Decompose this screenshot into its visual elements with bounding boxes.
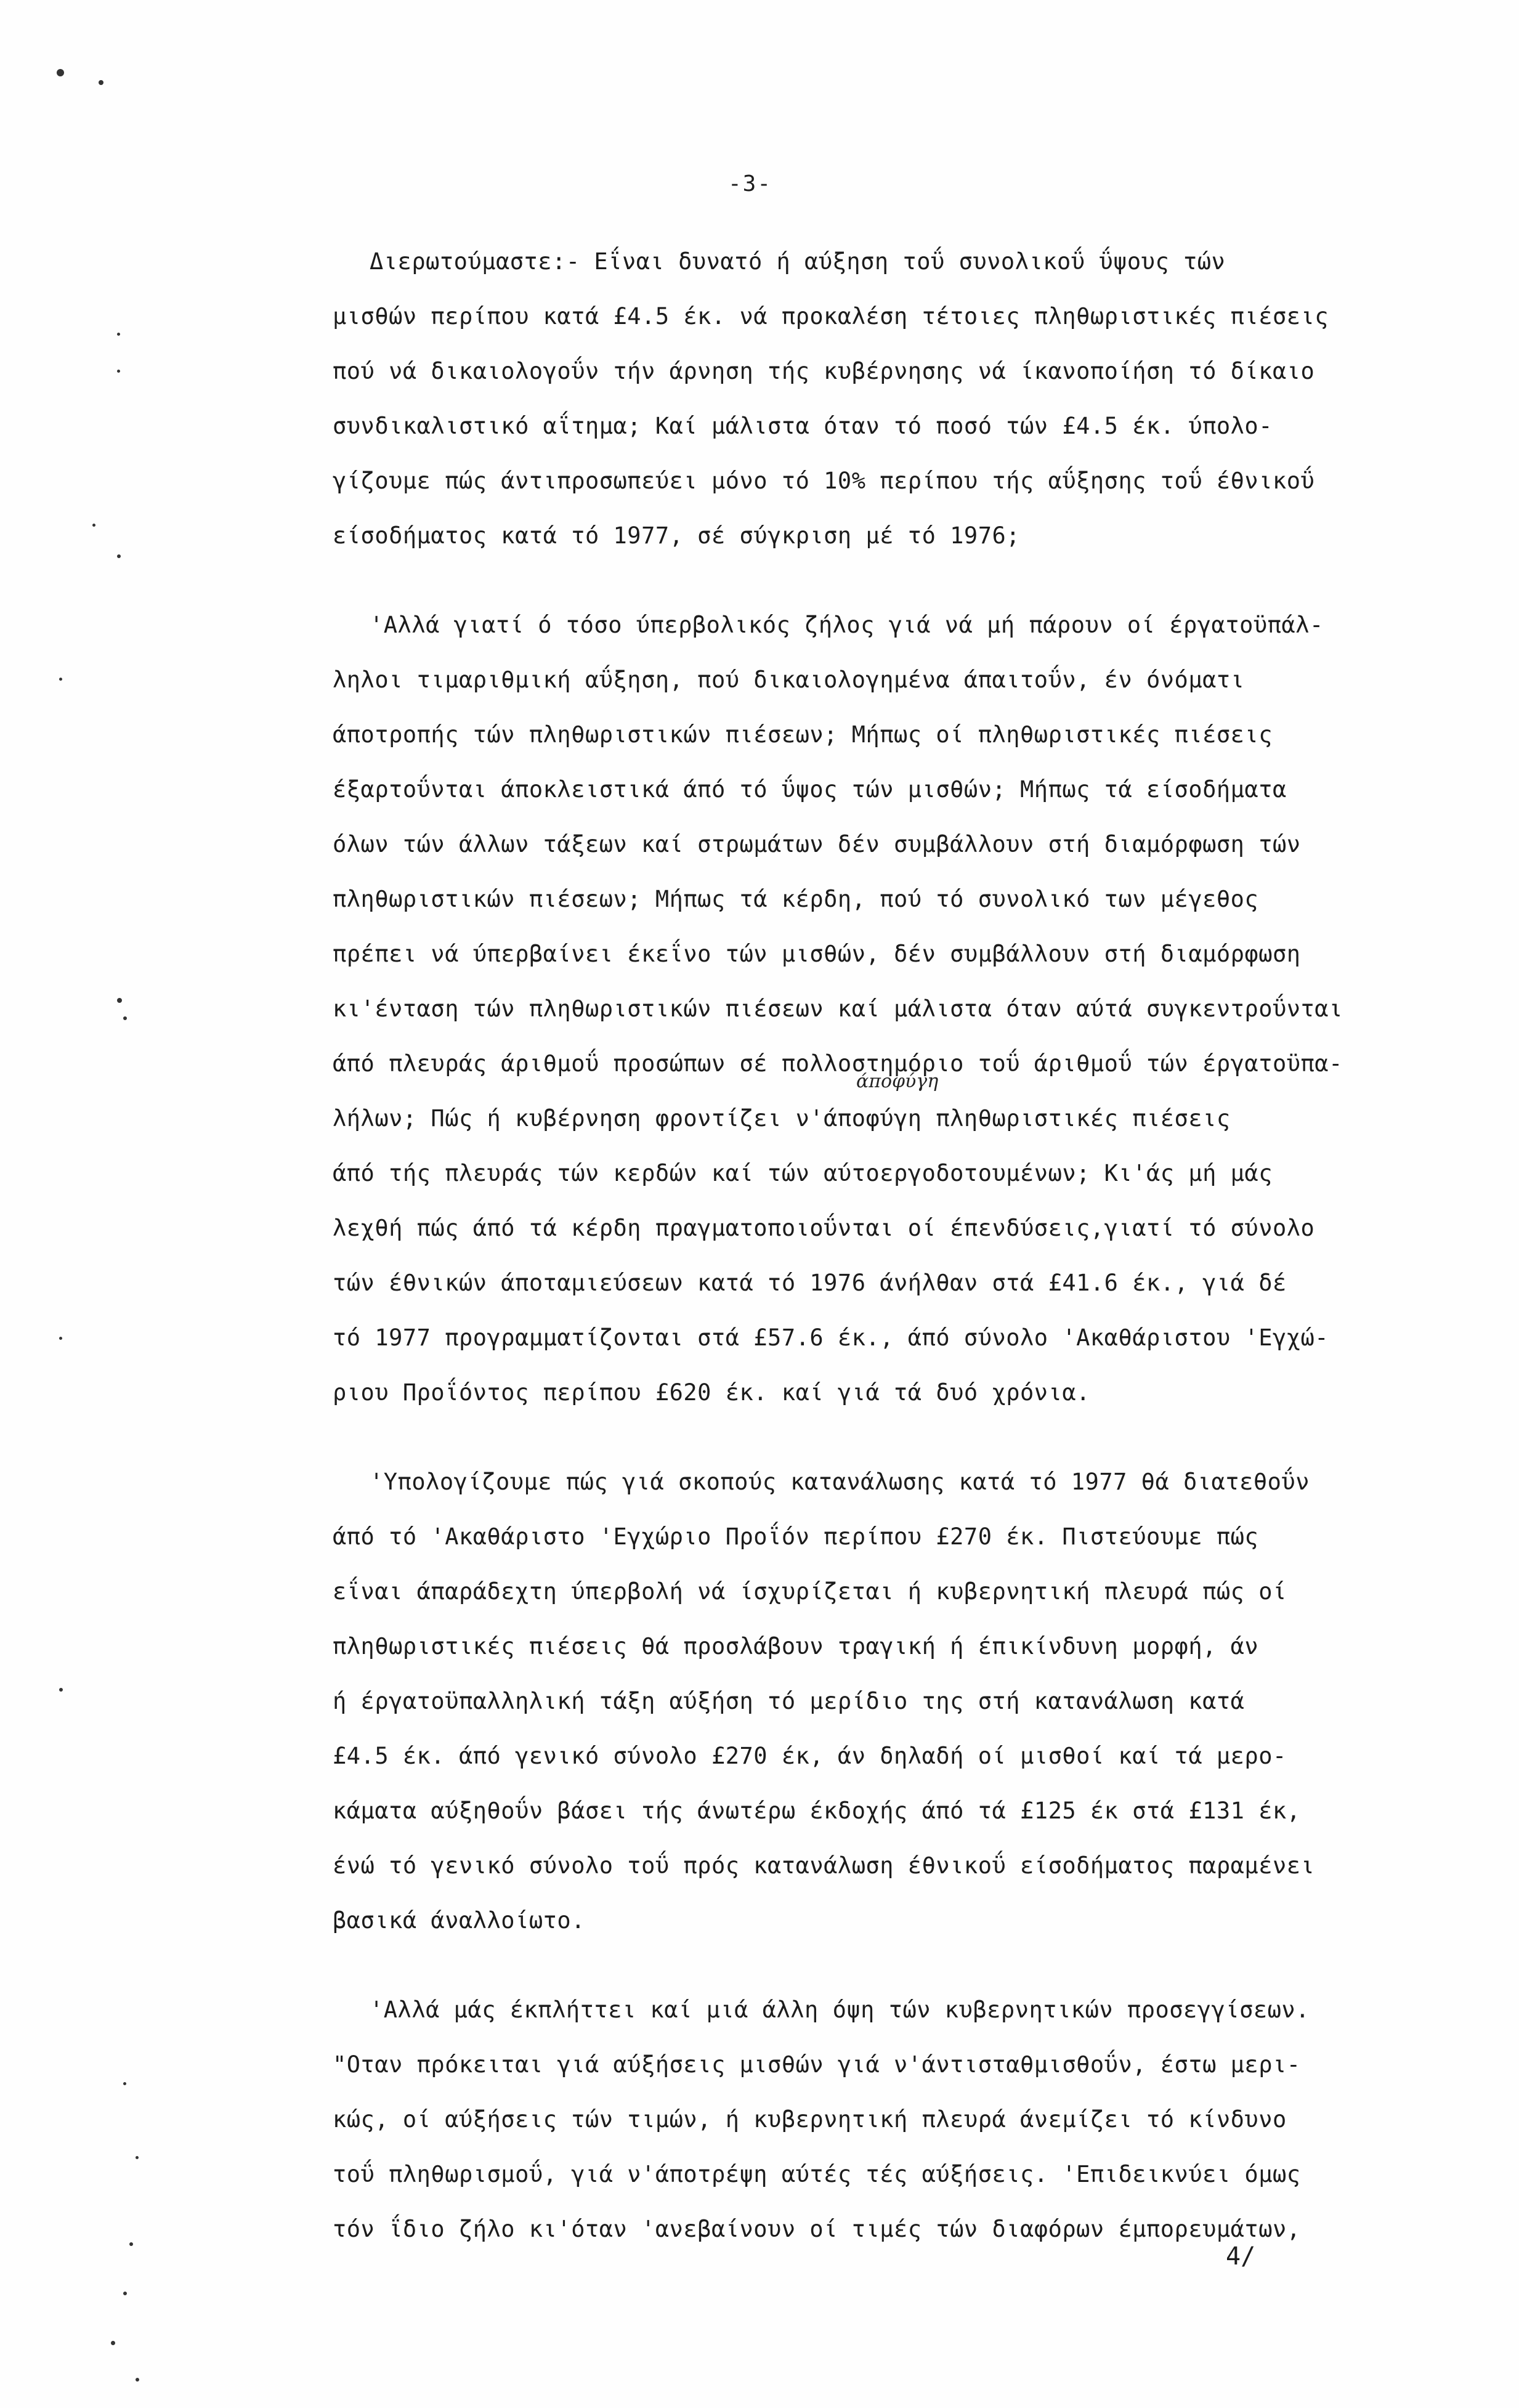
text-line: γίζουμε πώς άντιπροσωπεύει μόνο τό 10% περίπου τής αΰξησης τοΰ έθνικοΰ [333, 468, 1315, 494]
text-line: μισθών περίπου κατά £4.5 έκ. νά προκαλέση τέτοιες πληθωριστικές πιέσεις [333, 303, 1329, 330]
text-line: Διερωτούμαστε:- Εΐναι δυνατό ή αύξηση τοΰ συνολικοΰ ΰψους τών [370, 248, 1226, 275]
text-line: κάματα αύξηθοΰν βάσει τής άνωτέρω έκδοχής άπό τά £125 έκ στά £131 έκ, [333, 1798, 1301, 1824]
text-line: 'Αλλά γιατί ό τόσο ύπερβολικός ζήλος γιά νά μή πάρουν οί έργατοϋπάλ- [370, 612, 1324, 638]
text-line: όλων τών άλλων τάξεων καί στρωμάτων δέν συμβάλλουν στή διαμόρφωση τών [333, 831, 1301, 857]
scan-speck [59, 1337, 62, 1340]
text-line: λήλων; Πώς ή κυβέρνηση φροντίζει ν'άποφύγη πληθωριστικές πιέσεις [333, 1105, 1231, 1132]
text-line: πληθωριστικές πιέσεις θά προσλάβουν τραγική ή έπικίνδυνη μορφή, άν [333, 1633, 1259, 1660]
paragraph-3 [333, 1454, 1441, 1948]
scan-speck [92, 524, 95, 527]
text-line: άποτροπής τών πληθωριστικών πιέσεων; Μήπως οί πληθωριστικές πιέσεις [333, 721, 1273, 748]
text-line: κώς, οί αύξήσεις τών τιμών, ή κυβερνητική πλευρά άνεμίζει τό κίνδυνο [333, 2106, 1287, 2133]
text-line: άπό τό 'Ακαθάριστο 'Εγχώριο Προΐόν περίπου £270 έκ. Πιστεύουμε πώς [333, 1523, 1259, 1550]
text-line: τών έθνικών άποταμιεύσεων κατά τό 1976 άνήλθαν στά £41.6 έκ., γιά δέ [333, 1270, 1287, 1296]
text-line: πού νά δικαιολογοΰν τήν άρνηση τής κυβέρνησης νά ίκανοποίήση τό δίκαιο [333, 358, 1315, 384]
text-line: τόν ΐδιο ζήλο κι'όταν 'ανεβαίνουν οί τιμές τών διαφόρων έμπορευμάτων, [333, 2216, 1301, 2242]
text-line: συνδικαλιστικό αΐτημα; Καί μάλιστα όταν τό ποσό τών £4.5 έκ. ύπολο- [333, 413, 1273, 439]
handwritten-correction: άποφύγη [856, 1071, 939, 1092]
text-line: ληλοι τιμαριθμική αΰξηση, πού δικαιολογημένα άπαιτοΰν, έν όνόματι [333, 667, 1245, 693]
page-number: -3- [728, 171, 772, 197]
text-line: 'Υπολογίζουμε πώς γιά σκοπούς κατανάλωσης κατά τό 1977 θά διατεθοΰν [370, 1469, 1310, 1495]
continuation-marker: 4/ [1226, 2242, 1256, 2271]
text-line: ριου Προΐόντος περίπου £620 έκ. καί γιά τά δυό χρόνια. [333, 1379, 1090, 1406]
text-line: είσοδήματος κατά τό 1977, σέ σύγκριση μέ τό 1976; [333, 522, 1021, 549]
text-line: "Οταν πρόκειται γιά αύξήσεις μισθών γιά ν'άντισταθμισθοΰν, έστω μερι- [333, 2051, 1301, 2078]
scan-speck [111, 2341, 115, 2345]
scan-speck [129, 2242, 133, 2246]
text-line: εΐναι άπαράδεχτη ύπερβολή νά ίσχυρίζεται ή κυβερνητική πλευρά πώς οί [333, 1578, 1287, 1605]
text-line: τοΰ πληθωρισμοΰ, γιά ν'άποτρέψη αύτές τές αύξήσεις. 'Επιδεικνύει όμως [333, 2161, 1301, 2187]
paragraph-1 [333, 234, 1441, 563]
text-line: έξαρτοΰνται άποκλειστικά άπό τό ΰψος τών μισθών; Μήπως τά είσοδήματα [333, 776, 1287, 803]
paragraph-2 [333, 598, 1441, 1420]
scan-speck [59, 1688, 63, 1692]
text-line: ή έργατοϋπαλληλική τάξη αύξήση τό μερίδιο της στή κατανάλωση κατά [333, 1688, 1245, 1714]
text-line: τό 1977 προγραμματίζονται στά £57.6 έκ., άπό σύνολο 'Ακαθάριστου 'Εγχώ- [333, 1324, 1329, 1351]
text-line: βασικά άναλλοίωτο. [333, 1907, 585, 1934]
text-line: πρέπει νά ύπερβαίνει έκεΐνο τών μισθών, δέν συμβάλλουν στή διαμόρφωση [333, 941, 1301, 967]
scan-speck [117, 370, 120, 373]
scan-speck [99, 80, 103, 85]
scan-margin-marks [0, 0, 160, 2408]
scan-speck [117, 554, 121, 558]
scan-speck [136, 2378, 139, 2382]
scan-speck [117, 998, 122, 1003]
text-line: λεχθή πώς άπό τά κέρδη πραγματοποιοΰνται οί έπενδύσεις,γιατί τό σύνολο [333, 1215, 1315, 1241]
scan-speck [136, 2156, 139, 2159]
scan-speck [123, 2082, 126, 2085]
paragraph-4 [333, 1982, 1441, 2256]
text-line: £4.5 έκ. άπό γενικό σύνολο £270 έκ, άν δηλαδή οί μισθοί καί τά μερο- [333, 1743, 1287, 1769]
text-line: 'Αλλά μάς έκπλήττει καί μιά άλλη όψη τών κυβερνητικών προσεγγίσεων. [370, 1997, 1310, 2023]
scan-speck [117, 333, 120, 336]
scan-speck [123, 2292, 127, 2295]
text-line: άπό πλευράς άριθμοΰ προσώπων σέ πολλοστημόριο τοΰ άριθμοΰ τών έργατοϋπα- [333, 1050, 1343, 1077]
text-line: άπό τής πλευράς τών κερδών καί τών αύτοεργοδοτουμένων; Κι'άς μή μάς [333, 1160, 1273, 1186]
letter-body [333, 234, 1441, 2256]
text-line: ένώ τό γενικό σύνολο τοΰ πρός κατανάλωση έθνικοΰ είσοδήματος παραμένει [333, 1852, 1315, 1879]
scan-speck [123, 1016, 127, 1020]
text-line: πληθωριστικών πιέσεων; Μήπως τά κέρδη, πού τό συνολικό των μέγεθος [333, 886, 1259, 912]
text-line: κι'ένταση τών πληθωριστικών πιέσεων καί μάλιστα όταν αύτά συγκεντροΰνται [333, 995, 1343, 1022]
scan-speck [59, 678, 62, 681]
scan-speck [57, 69, 64, 76]
